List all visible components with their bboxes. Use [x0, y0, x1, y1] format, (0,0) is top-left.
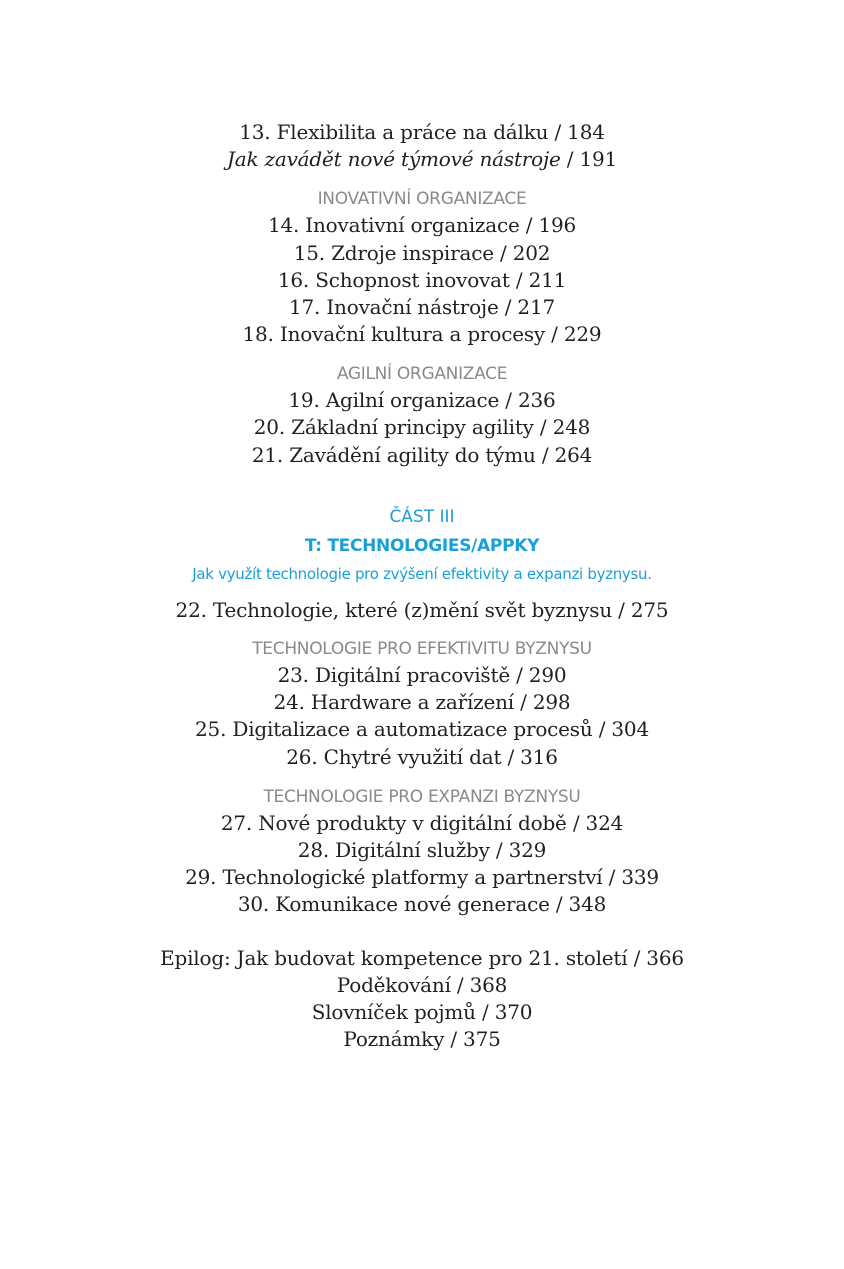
part-title: T: TECHNOLOGIES/APPKY	[304, 536, 540, 556]
toc-entry: 14. Inovativní organizace / 196	[267, 213, 577, 237]
toc-entry: 30. Komunikace nové generace / 348	[237, 892, 607, 916]
toc-entry: 16. Schopnost inovovat / 211	[277, 268, 567, 292]
toc-entry: 19. Agilní organizace / 236	[288, 388, 556, 412]
toc-entry: 22. Technologie, které (z)mění svět byznysu / 275	[175, 598, 669, 622]
toc-entry: 23. Digitální pracoviště / 290	[277, 663, 567, 687]
back-matter-entry: Poznámky / 375	[343, 1027, 501, 1051]
toc-entry: 27. Nové produkty v digitální době / 324	[220, 811, 624, 835]
toc-entry: 29. Technologické platformy a partnerství / 339	[185, 865, 659, 889]
toc-entry: 26. Chytré využití dat / 316	[286, 745, 558, 769]
section-heading: TECHNOLOGIE PRO EXPANZI BYZNYSU	[263, 787, 581, 807]
toc-entry: 25. Digitalizace a automatizace procesů / 304	[195, 717, 649, 741]
toc-entry: 18. Inovační kultura a procesy / 229	[242, 322, 602, 346]
toc-entry: 17. Inovační nástroje / 217	[288, 295, 556, 319]
section-heading: TECHNOLOGIE PRO EFEKTIVITU BYZNYSU	[252, 639, 592, 659]
back-matter-entry: Epilog: Jak budovat kompetence pro 21. století / 366	[160, 946, 684, 970]
toc-entry-page: / 191	[560, 147, 618, 171]
toc-entry: 28. Digitální služby / 329	[297, 838, 547, 862]
toc-entry: 24. Hardware a zařízení / 298	[273, 690, 571, 714]
toc-entry-sidebar	[0, 146, 844, 173]
toc-entry: 20. Základní principy agility / 248	[253, 415, 591, 439]
back-matter-entry: Slovníček pojmů / 370	[311, 1000, 533, 1024]
back-matter-entry: Poděkování / 368	[336, 973, 508, 997]
section-heading: INOVATIVNÍ ORGANIZACE	[317, 189, 527, 209]
toc-entry: 15. Zdroje inspirace / 202	[293, 241, 551, 265]
section-heading: AGILNÍ ORGANIZACE	[336, 364, 508, 384]
toc-entry: 21. Zavádění agility do týmu / 264	[251, 443, 593, 467]
toc-entry-italic-title: Jak zavádět nové týmové nástroje	[226, 147, 561, 171]
part-label: ČÁST III	[389, 507, 455, 527]
part-subtitle: Jak využít technologie pro zvýšení efektivity a expanzi byznysu.	[192, 565, 652, 583]
toc-entry: 13. Flexibilita a práce na dálku / 184	[239, 120, 605, 144]
